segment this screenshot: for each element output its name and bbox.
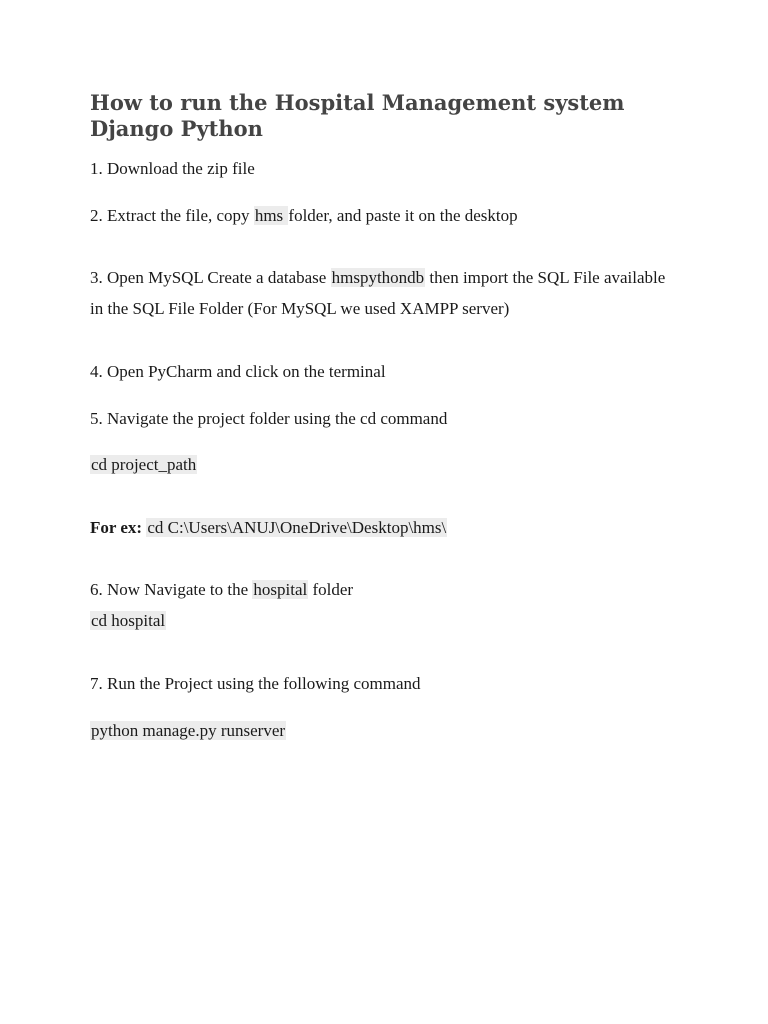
example-label: For ex: [90, 518, 143, 537]
step-6-cmd: cd hospital [91, 611, 166, 630]
step-6-text-pre: 6. Now Navigate to the [90, 580, 253, 599]
step-2-text-pre: 2. Extract the file, copy [90, 206, 254, 225]
example-line [90, 512, 680, 543]
step-7-command [90, 715, 680, 746]
step-7 [90, 668, 680, 699]
example-code: cd C:\Users\ANUJ\OneDrive\Desktop\hms\ [147, 518, 447, 537]
step-2-code: hms [254, 206, 288, 225]
step-1 [90, 153, 680, 184]
step-2 [90, 200, 680, 231]
document-body [90, 90, 680, 142]
step-5-text: 5. Navigate the project folder using the cd command [90, 409, 448, 428]
step-4-text: 4. Open PyCharm and click on the terminal [90, 362, 386, 381]
step-3-code: hmspythondb [331, 268, 425, 287]
step-6 [90, 574, 680, 605]
step-4 [90, 356, 680, 387]
step-6-command [90, 605, 680, 636]
step-2-text-post: folder, and paste it on the desktop [288, 206, 518, 225]
page-title: How to run the Hospital Management system Django Python [90, 90, 625, 141]
step-6-text-post: folder [308, 580, 354, 599]
step-3-text-pre: 3. Open MySQL Create a database [90, 268, 331, 287]
step-3 [90, 262, 680, 324]
step-5-command [90, 449, 680, 480]
step-6-code: hospital [253, 580, 308, 599]
step-7-text: 7. Run the Project using the following command [90, 674, 421, 693]
step-5-code: cd project_path [91, 455, 197, 474]
step-1-text: 1. Download the zip file [90, 159, 255, 178]
step-3-text-post: then import the SQL File available in the SQL File Folder (For MySQL we used XAMPP server) [90, 268, 666, 318]
step-5 [90, 403, 680, 434]
step-7-code: python manage.py runserver [91, 721, 286, 740]
